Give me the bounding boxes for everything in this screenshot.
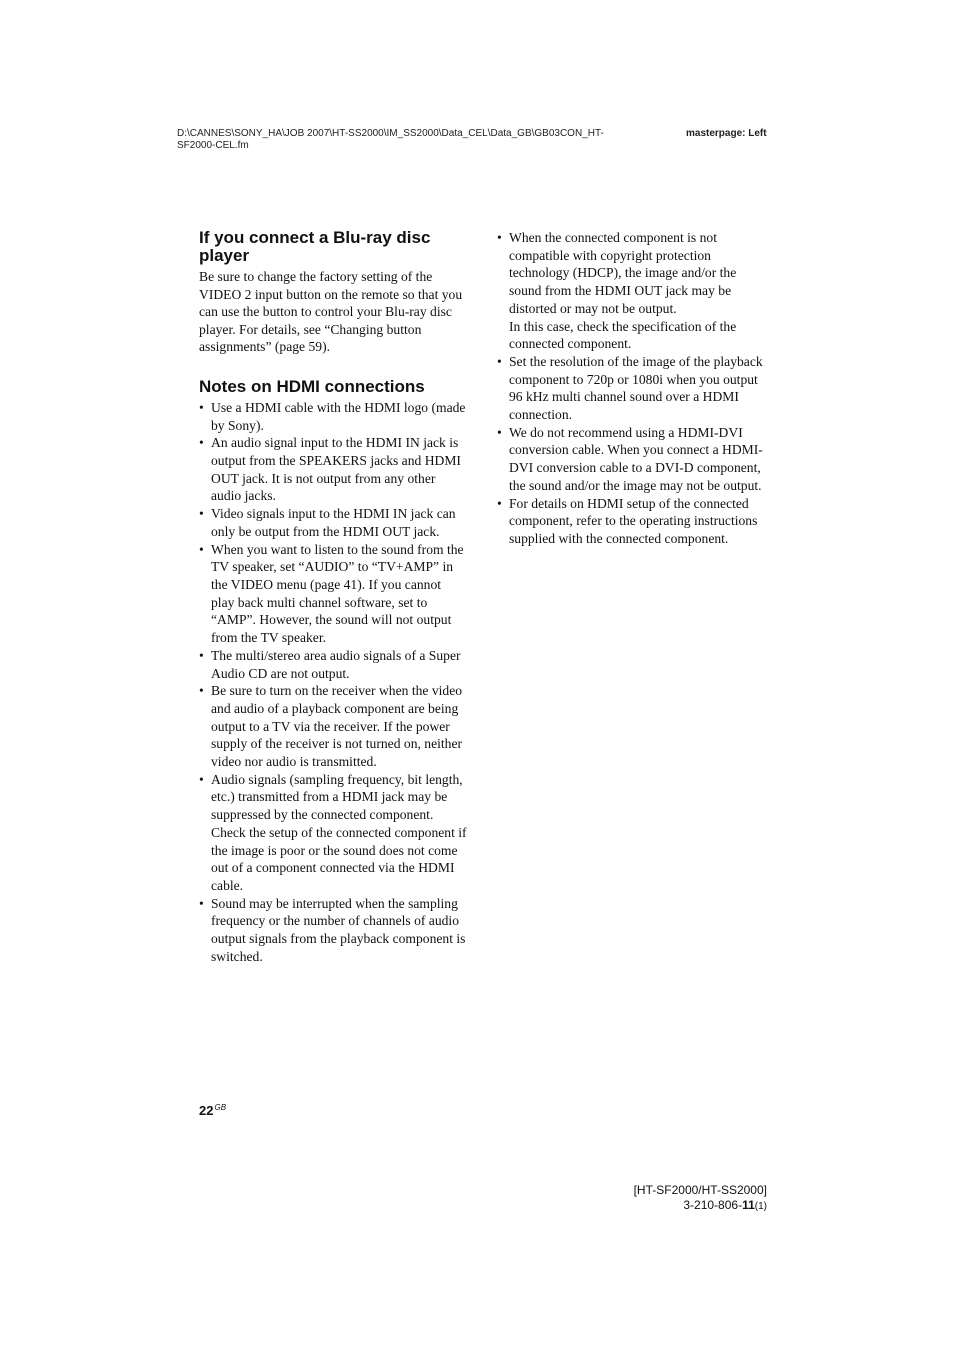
footer-model-code: [634, 1183, 767, 1214]
list-item-text: When the connected component is not compatible with copyright protection technology (HDCP), the image and/or the sound from the HDMI OUT jack may be distorted or may not be output.: [509, 230, 737, 316]
bullet-icon: •: [497, 230, 502, 245]
section-body-bluray: Be sure to change the factory setting of the VIDEO 2 input button on the remote so that you can use the button to control your Blu-ray disc player. For details, see “Changing button assignments” (page 59).: [199, 269, 463, 355]
section-heading-hdmi-notes: Notes on HDMI connections: [199, 376, 425, 396]
list-item: • When you want to listen to the sound from the TV speaker, set “AUDIO” to “TV+AMP” in the VIDEO menu (page 41). If you cannot play back multi channel software, set to “AMP”. However, the sound will not output from the TV speaker.: [199, 541, 464, 646]
list-item: • Use a HDMI cable with the HDMI logo (made by Sony).: [199, 399, 466, 433]
list-item: • Video signals input to the HDMI IN jack can only be output from the HDMI OUT jack.: [199, 506, 456, 539]
list-item: • Audio signals (sampling frequency, bit length, etc.) transmitted from a HDMI jack may be suppressed by the connected component. Check the setup of the connected component if the image is poor or the sound does not come out of a component connected via the HDMI cable.: [199, 771, 467, 893]
right-column: [497, 229, 765, 548]
page-number: [199, 1103, 226, 1118]
bullet-icon: •: [199, 771, 204, 787]
page-number-suffix: GB: [214, 1103, 227, 1112]
hdmi-notes-list-left: [199, 399, 467, 966]
bullet-icon: •: [199, 506, 204, 522]
list-item: • For details on HDMI setup of the connected component, refer to the operating instructions supplied with the connected component.: [497, 495, 758, 546]
bullet-icon: •: [497, 424, 502, 440]
left-column: [199, 229, 467, 965]
bullet-icon: •: [199, 541, 204, 557]
bullet-icon: •: [199, 895, 204, 911]
bullet-icon: •: [497, 353, 502, 369]
section-heading-bluray: If you connect a Blu-ray disc player: [199, 228, 431, 265]
header-file-path: [177, 128, 667, 152]
bullet-icon: •: [199, 399, 204, 415]
header-path-line2: SF2000-CEL.fm: [177, 140, 249, 151]
footer-model: [HT-SF2000/HT-SS2000]: [633, 1183, 767, 1197]
list-item-note: In this case, check the specification of the connected component.: [509, 318, 737, 352]
header-masterpage: masterpage: Left: [686, 128, 767, 139]
list-item: [497, 229, 765, 353]
list-item: • An audio signal input to the HDMI IN jack is output from the SPEAKERS jacks and HDMI OUT jack. It is not output from any other audio jacks.: [199, 435, 461, 504]
bullet-icon: •: [199, 647, 204, 663]
footer-code: 3-210-806-11(1): [683, 1198, 767, 1212]
bullet-icon: •: [199, 683, 204, 699]
bullet-icon: •: [497, 495, 502, 511]
list-item: • Set the resolution of the image of the playback component to 720p or 1080i when you output 96 kHz multi channel sound over a HDMI connection.: [497, 353, 763, 423]
list-item: • The multi/stereo area audio signals of a Super Audio CD are not output.: [199, 647, 461, 681]
list-item: • We do not recommend using a HDMI-DVI conversion cable. When you connect a HDMI-DVI conversion cable to a DVI-D component, the sound and/or the image may not be output.: [497, 424, 763, 493]
header-path-line1: D:\CANNES\SONY_HA\JOB 2007\HT-SS2000\IM_SS2000\Data_CEL\Data_GB\GB03CON_HT-: [177, 128, 604, 139]
bullet-icon: •: [199, 435, 204, 451]
list-item: • Be sure to turn on the receiver when the video and audio of a playback component are being output to a TV via the receiver. If the power supply of the receiver is not turned on, neither video nor audio is transmitted.: [199, 683, 463, 770]
list-item: • Sound may be interrupted when the sampling frequency or the number of channels of audio output signals from the playback component is switched.: [199, 895, 466, 964]
page-number-value: 22: [199, 1103, 214, 1118]
hdmi-notes-list-right: [497, 229, 765, 548]
